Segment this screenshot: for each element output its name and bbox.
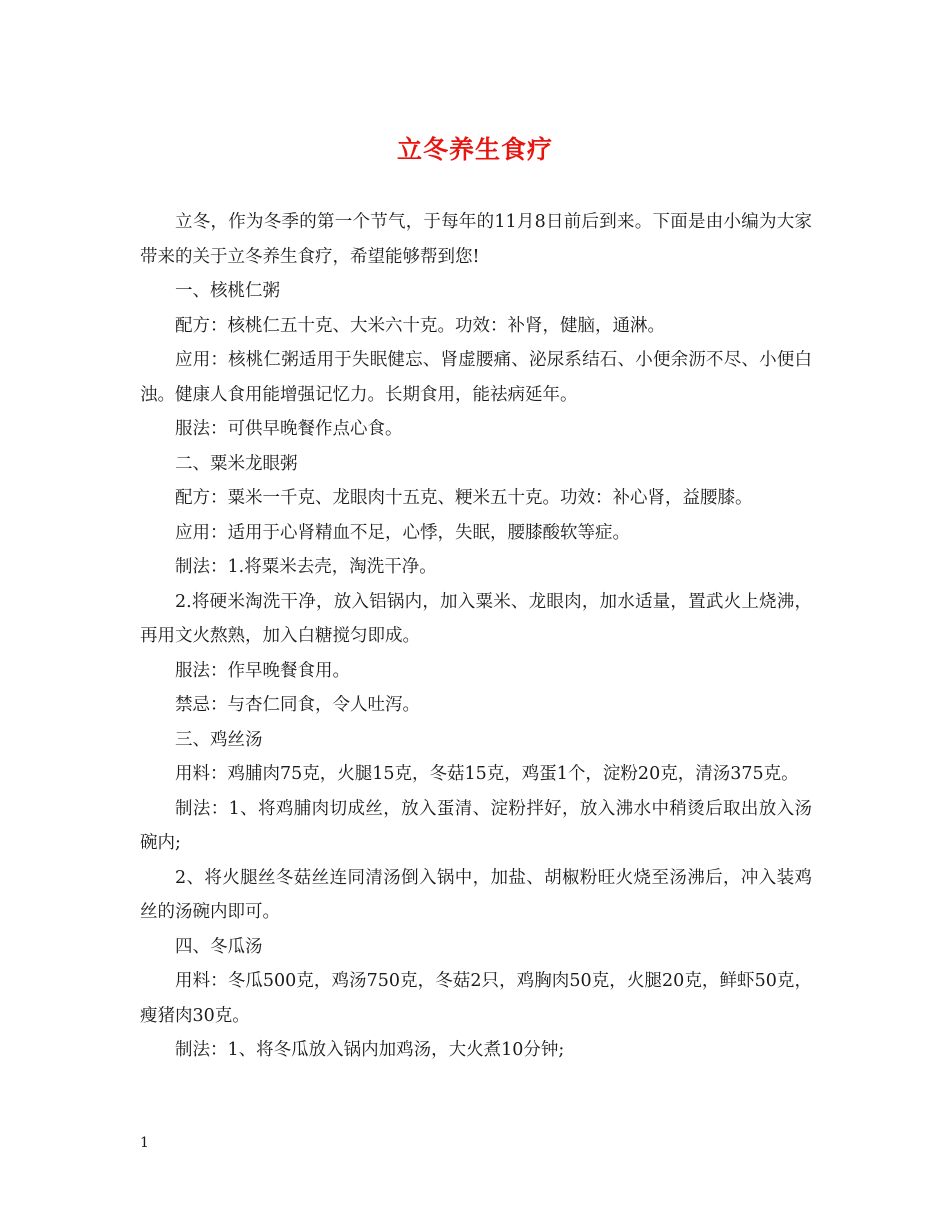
paragraph: 制法：1、将鸡脯肉切成丝，放入蛋清、淀粉拌好，放入沸水中稍烫后取出放入汤碗内;	[140, 798, 812, 853]
paragraph: 2.将硬米淘洗干净，放入铝锅内，加入粟米、龙眼肉，加水适量，置武火上烧沸，再用文火熬熟，加入白糖搅匀即成。	[140, 591, 812, 646]
paragraph: 配方：粟米一千克、龙眼肉十五克、粳米五十克。功效：补心肾，益腰膝。	[175, 488, 753, 508]
page-number: 1	[140, 1135, 149, 1151]
paragraph: 用料：鸡脯肉75克，火腿15克，冬菇15克，鸡蛋1个，淀粉20克，清汤375克。	[175, 764, 799, 784]
paragraph: 制法：1、将冬瓜放入锅内加鸡汤，大火煮10分钟;	[175, 1040, 565, 1060]
paragraph: 应用：核桃仁粥适用于失眠健忘、肾虚腰痛、泌尿系结石、小便余沥不尽、小便白浊。健康人食用能增强记忆力。长期食用，能祛病延年。	[140, 350, 812, 405]
paragraph: 制法：1.将粟米去壳，淘洗干净。	[175, 557, 437, 577]
section-heading-1: 一、核桃仁粥	[175, 281, 280, 301]
paragraph: 配方：核桃仁五十克、大米六十克。功效：补肾，健脑，通淋。	[175, 315, 665, 336]
paragraph-intro: 立冬，作为冬季的第一个节气，于每年的11月8日前后到来。下面是由小编为大家带来的关于立冬养生食疗，希望能够帮到您!	[140, 212, 812, 267]
paragraph: 2、将火腿丝冬菇丝连同清汤倒入锅中，加盐、胡椒粉旺火烧至汤沸后，冲入装鸡丝的汤碗内即可。	[140, 867, 812, 922]
paragraph: 服法：作早晚餐食用。	[175, 660, 350, 681]
section-heading-3: 三、鸡丝汤	[175, 729, 263, 750]
paragraph: 服法：可供早晚餐作点心食。	[175, 419, 403, 439]
document-body	[140, 205, 812, 1068]
section-heading-4: 四、冬瓜汤	[175, 936, 263, 957]
section-heading-2: 二、粟米龙眼粥	[175, 453, 298, 474]
paragraph: 用料：冬瓜500克，鸡汤750克，冬菇2只，鸡胸肉50克，火腿20克，鲜虾50克，瘦猪肉30克。	[140, 971, 812, 1026]
paragraph: 应用：适用于心肾精血不足，心悸，失眠，腰膝酸软等症。	[175, 522, 630, 543]
page-title: 立冬养生食疗	[396, 135, 553, 164]
paragraph: 禁忌：与杏仁同食，令人吐泻。	[175, 695, 420, 715]
